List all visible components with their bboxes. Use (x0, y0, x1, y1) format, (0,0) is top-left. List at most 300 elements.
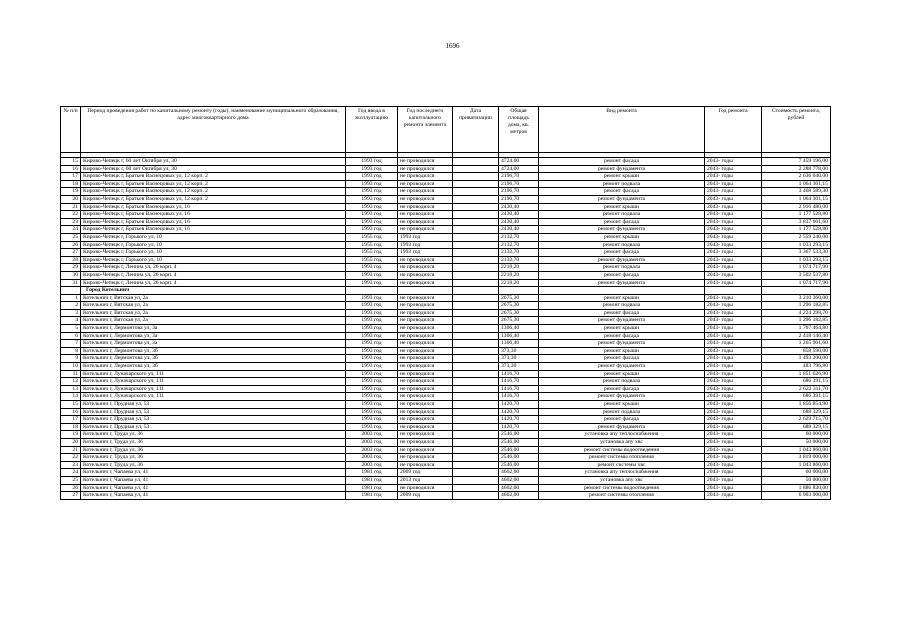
row-number: 11 (61, 370, 81, 378)
row-repair-type: ремонт подвала (539, 241, 705, 249)
row-cost: 1 177 528,80 (762, 211, 831, 219)
row-repair-type: ремонт фундамента (539, 226, 705, 234)
row-last-repair: не проводился (398, 188, 453, 196)
table-row (61, 203, 831, 211)
row-cost: 50 000,00 (762, 438, 831, 446)
row-repair-year: 2043- годы (705, 423, 762, 431)
row-number: 22 (61, 454, 81, 462)
row-area: 1420,70 (499, 401, 539, 409)
row-repair-year: 2043- годы (705, 385, 762, 393)
table-row (61, 173, 831, 181)
row-number: 18 (61, 423, 81, 431)
table-row (61, 340, 831, 348)
row-repair-type: установка апу хвс (539, 438, 705, 446)
row-privatization (453, 355, 499, 363)
row-last-repair: не проводился (398, 325, 453, 333)
row-address: Котельнич г, Лермонтова ул, 3б (81, 355, 346, 363)
row-repair-type: ремонт крыши (539, 294, 705, 302)
row-area: 2196,70 (499, 173, 539, 181)
row-address: Кирово-Чепецк г, Братьев Васнецовых ул, 12 корп. 2 (81, 195, 346, 203)
row-year-built: 1993 год (346, 158, 398, 166)
row-address: Котельнич г, Чапаева ул, 41 (81, 469, 346, 477)
row-area: 2675,30 (499, 294, 539, 302)
row-cost: 1 296 182,85 (762, 302, 831, 310)
row-address: Кирово-Чепецк г, Горького ул, 10 (81, 241, 346, 249)
row-address: Котельнич г, Прудная ул, 53 (81, 401, 346, 409)
row-address: Кирово-Чепецк г, Ленина ул, 26 корп. 4 (81, 271, 346, 279)
row-last-repair: не проводился (398, 211, 453, 219)
row-privatization (453, 256, 499, 264)
row-privatization (453, 370, 499, 378)
row-repair-type: ремонт системы отопления (539, 492, 705, 500)
row-privatization (453, 431, 499, 439)
row-number: 26 (61, 241, 81, 249)
row-area: 2675,30 (499, 309, 539, 317)
row-repair-type: ремонт фундамента (539, 165, 705, 173)
row-year-built: 1993 год (346, 279, 398, 287)
header-cost: Стоимость ремонта, рублей (762, 107, 831, 153)
row-cost: 1 296 182,85 (762, 317, 831, 325)
row-area: 4602,00 (499, 492, 539, 500)
row-privatization (453, 476, 499, 484)
row-repair-type: ремонт фундамента (539, 423, 705, 431)
header-year-built: Год ввода в эксплуатацию (346, 107, 398, 153)
table-row (61, 378, 831, 386)
table-row (61, 302, 831, 310)
row-year-built: 1993 год (346, 408, 398, 416)
row-repair-year: 2043- годы (705, 226, 762, 234)
row-last-repair: не проводился (398, 317, 453, 325)
row-privatization (453, 180, 499, 188)
row-privatization (453, 340, 499, 348)
row-number: 19 (61, 431, 81, 439)
row-number: 21 (61, 446, 81, 454)
row-address: Кирово-Чепецк г, Братьев Васнецовых ул, 16 (81, 218, 346, 226)
row-area: 2218,20 (499, 271, 539, 279)
table-row (61, 355, 831, 363)
row-year-built: 1993 год (346, 218, 398, 226)
row-repair-year: 2043- годы (705, 492, 762, 500)
row-cost: 3 367 533,30 (762, 249, 831, 257)
row-cost: 688 329,15 (762, 408, 831, 416)
row-number: 22 (61, 211, 81, 219)
row-cost: 2 418 146,40 (762, 332, 831, 340)
table-row (61, 195, 831, 203)
table-row (61, 279, 831, 287)
row-repair-type: ремонт фасада (539, 188, 705, 196)
row-number: 27 (61, 249, 81, 257)
row-privatization (453, 423, 499, 431)
row-year-built: 1993 год (346, 226, 398, 234)
row-repair-year: 2043- годы (705, 393, 762, 401)
row-year-built: 1993 год (346, 393, 398, 401)
row-number: 31 (61, 279, 81, 287)
row-cost: 50 000,00 (762, 476, 831, 484)
row-last-repair: не проводился (398, 309, 453, 317)
row-address: Котельнич г, Прудная ул, 53 (81, 423, 346, 431)
row-repair-year: 2043- годы (705, 408, 762, 416)
table-row (61, 294, 831, 302)
row-cost: 686 391,15 (762, 393, 831, 401)
row-last-repair: 1993 год (398, 241, 453, 249)
row-number: 29 (61, 264, 81, 272)
row-address: Котельнич г, Лермонтова ул, 3а (81, 332, 346, 340)
row-year-built: 1993 год (346, 309, 398, 317)
row-privatization (453, 446, 499, 454)
row-year-built: 2003 год (346, 461, 398, 469)
row-year-built: 1993 год (346, 401, 398, 409)
row-cost: 858 590,00 (762, 347, 831, 355)
row-privatization (453, 492, 499, 500)
row-area: 1306,40 (499, 325, 539, 333)
table-row (61, 416, 831, 424)
row-repair-year: 2043- годы (705, 173, 762, 181)
row-area: 4724,00 (499, 165, 539, 173)
row-last-repair: 1993 год (398, 233, 453, 241)
row-repair-year: 2043- годы (705, 454, 762, 462)
row-last-repair: не проводился (398, 218, 453, 226)
table-row (61, 446, 831, 454)
row-last-repair: не проводился (398, 393, 453, 401)
row-cost: 1 033 293,15 (762, 241, 831, 249)
row-privatization (453, 158, 499, 166)
row-privatization (453, 461, 499, 469)
row-last-repair: не проводился (398, 363, 453, 371)
row-address: Котельнич г, Чапаева ул, 41 (81, 484, 346, 492)
table-row (61, 264, 831, 272)
row-address: Кирово-Чепецк г, Братьев Васнецовых ул, 12 корп. 2 (81, 188, 346, 196)
row-privatization (453, 454, 499, 462)
row-area: 2430,40 (499, 218, 539, 226)
row-repair-year: 2043- годы (705, 461, 762, 469)
row-cost: 1 707 464,80 (762, 325, 831, 333)
row-area: 1416,70 (499, 370, 539, 378)
row-area: 2132,70 (499, 249, 539, 257)
row-repair-year: 2043- годы (705, 309, 762, 317)
row-repair-year: 2043- годы (705, 218, 762, 226)
row-address: Котельнич г, Лермонтова ул, 3а (81, 340, 346, 348)
row-repair-type: ремонт фундамента (539, 363, 705, 371)
section-title: Город Котельнич (81, 287, 346, 295)
row-repair-type: ремонт подвала (539, 408, 705, 416)
table-row (61, 484, 831, 492)
row-repair-year: 2043- годы (705, 294, 762, 302)
row-year-built: 1993 год (346, 302, 398, 310)
row-last-repair: не проводился (398, 385, 453, 393)
row-number: 25 (61, 476, 81, 484)
row-repair-type: ремонт подвала (539, 211, 705, 219)
row-number: 24 (61, 469, 81, 477)
row-address: Котельнич г, Вятская ул, 2а (81, 294, 346, 302)
row-year-built: 1993 год (346, 173, 398, 181)
row-number: 15 (61, 158, 81, 166)
row-area: 2675,30 (499, 302, 539, 310)
section-empty-cell (705, 287, 762, 295)
row-last-repair: не проводился (398, 271, 453, 279)
header-repair-year: Год ремонта (705, 107, 762, 153)
row-repair-year: 2043- годы (705, 256, 762, 264)
row-repair-type: ремонт подвала (539, 302, 705, 310)
row-cost: 60 000,00 (762, 431, 831, 439)
row-area: 1416,70 (499, 393, 539, 401)
row-area: 4602,00 (499, 476, 539, 484)
row-repair-year: 2043- годы (705, 401, 762, 409)
row-repair-year: 2043- годы (705, 438, 762, 446)
row-cost: 3 819 000,00 (762, 454, 831, 462)
row-area: 2430,40 (499, 226, 539, 234)
table-row (61, 476, 831, 484)
row-year-built: 1955 год (346, 249, 398, 257)
row-area: 2196,70 (499, 180, 539, 188)
row-number: 16 (61, 408, 81, 416)
row-repair-type: установка апу хвс (539, 476, 705, 484)
row-year-built: 1993 год (346, 332, 398, 340)
row-repair-type: ремонт крыши (539, 370, 705, 378)
row-repair-year: 2043- годы (705, 332, 762, 340)
row-privatization (453, 378, 499, 386)
row-cost: 2 559 240,00 (762, 233, 831, 241)
row-repair-type: ремонт фасада (539, 355, 705, 363)
row-address: Котельнич г, Вятская ул, 2а (81, 317, 346, 325)
row-cost: 1 074 717,90 (762, 264, 831, 272)
row-repair-year: 2043- годы (705, 249, 762, 257)
row-area: 2132,70 (499, 233, 539, 241)
row-year-built: 1993 год (346, 385, 398, 393)
row-number: 5 (61, 325, 81, 333)
row-address: Котельнич г, Лермонтова ул, 3б (81, 363, 346, 371)
row-last-repair: не проводился (398, 431, 453, 439)
row-year-built: 2003 год (346, 446, 398, 454)
row-repair-type: ремонт фундамента (539, 393, 705, 401)
row-last-repair: не проводился (398, 173, 453, 181)
row-privatization (453, 264, 499, 272)
row-last-repair: не проводился (398, 416, 453, 424)
row-cost: 2 288 778,00 (762, 165, 831, 173)
row-cost: 3 837 601,60 (762, 218, 831, 226)
row-cost: 3 468 589,30 (762, 188, 831, 196)
section-row (61, 287, 831, 295)
row-number: 12 (61, 378, 81, 386)
section-empty-cell (762, 287, 831, 295)
row-last-repair: не проводился (398, 484, 453, 492)
table-row (61, 370, 831, 378)
row-repair-year: 2043- годы (705, 203, 762, 211)
row-address: Кирово-Чепецк г, Горького ул, 10 (81, 249, 346, 257)
row-last-repair: не проводился (398, 347, 453, 355)
row-year-built: 1993 год (346, 203, 398, 211)
capital-repair-table (60, 106, 831, 500)
row-number: 27 (61, 492, 81, 500)
row-repair-year: 2043- годы (705, 165, 762, 173)
row-number: 15 (61, 401, 81, 409)
row-repair-type: ремонт фасада (539, 416, 705, 424)
row-last-repair: не проводился (398, 203, 453, 211)
row-last-repair: не проводился (398, 195, 453, 203)
row-repair-year: 2043- годы (705, 211, 762, 219)
table-row (61, 408, 831, 416)
row-last-repair: не проводился (398, 180, 453, 188)
table-row (61, 385, 831, 393)
row-year-built: 1955 год (346, 241, 398, 249)
row-area: 2546,00 (499, 461, 539, 469)
row-number: 1 (61, 294, 81, 302)
row-privatization (453, 188, 499, 196)
table-row (61, 226, 831, 234)
row-last-repair: не проводился (398, 454, 453, 462)
row-privatization (453, 363, 499, 371)
row-repair-year: 2043- годы (705, 264, 762, 272)
row-address: Котельнич г, Прудная ул, 53 (81, 416, 346, 424)
row-last-repair: 2013 год (398, 476, 453, 484)
row-privatization (453, 302, 499, 310)
table-row (61, 188, 831, 196)
row-privatization (453, 294, 499, 302)
row-number: 23 (61, 461, 81, 469)
row-last-repair: не проводился (398, 370, 453, 378)
row-area: 2196,70 (499, 195, 539, 203)
row-privatization (453, 195, 499, 203)
row-last-repair: не проводился (398, 446, 453, 454)
row-area: 373,30 (499, 355, 539, 363)
row-privatization (453, 416, 499, 424)
row-address: Котельнич г, Лермонтова ул, 3б (81, 347, 346, 355)
row-repair-year: 2043- годы (705, 347, 762, 355)
row-year-built: 1993 год (346, 195, 398, 203)
row-address: Кирово-Чепецк г, Ленина ул, 26 корп. 4 (81, 279, 346, 287)
row-area: 1420,70 (499, 408, 539, 416)
row-cost: 2 916 480,00 (762, 203, 831, 211)
row-area: 2430,40 (499, 203, 539, 211)
row-repair-year: 2043- годы (705, 446, 762, 454)
row-repair-type: установка апу теплоснабжения (539, 431, 705, 439)
row-repair-year: 2043- годы (705, 484, 762, 492)
row-privatization (453, 438, 499, 446)
row-repair-type: ремонт системы хвс (539, 461, 705, 469)
table-row (61, 325, 831, 333)
row-cost: 1 043 860,00 (762, 461, 831, 469)
row-cost: 688 329,15 (762, 423, 831, 431)
row-address: Котельнич г, Вятская ул, 2а (81, 309, 346, 317)
row-number: 26 (61, 484, 81, 492)
row-last-repair: не проводился (398, 438, 453, 446)
row-privatization (453, 385, 499, 393)
row-number: 17 (61, 173, 81, 181)
header-num: № п/п (61, 107, 81, 153)
row-repair-type: ремонт системы отопления (539, 454, 705, 462)
row-area: 1416,70 (499, 385, 539, 393)
row-area: 2218,20 (499, 279, 539, 287)
row-address: Котельнич г, Луначарского ул, 111 (81, 393, 346, 401)
row-cost: 6 903 000,00 (762, 492, 831, 500)
row-cost: 1 177 528,80 (762, 226, 831, 234)
row-repair-type: ремонт подвала (539, 180, 705, 188)
row-year-built: 1993 год (346, 294, 398, 302)
row-year-built: 1993 год (346, 416, 398, 424)
row-number: 3 (61, 309, 81, 317)
header-address: Период проведения работ по капитальному ремонту (годы), наименование муниципального образования, адрес многоквартирного дома (81, 107, 346, 153)
table-row (61, 347, 831, 355)
table-row (61, 431, 831, 439)
row-cost: 1 033 293,15 (762, 256, 831, 264)
row-year-built: 1993 год (346, 165, 398, 173)
row-privatization (453, 173, 499, 181)
row-privatization (453, 165, 499, 173)
table-row (61, 492, 831, 500)
table-row (61, 461, 831, 469)
row-number: 2 (61, 302, 81, 310)
row-repair-year: 2043- годы (705, 370, 762, 378)
table-row (61, 241, 831, 249)
row-privatization (453, 408, 499, 416)
row-area: 2430,40 (499, 211, 539, 219)
row-repair-type: ремонт фасада (539, 271, 705, 279)
row-number: 20 (61, 438, 81, 446)
row-number: 18 (61, 180, 81, 188)
row-repair-year: 2043- годы (705, 317, 762, 325)
row-last-repair: не проводился (398, 264, 453, 272)
row-year-built: 2003 год (346, 438, 398, 446)
row-repair-type: ремонт крыши (539, 203, 705, 211)
row-address: Котельнич г, Труда ул, 36 (81, 461, 346, 469)
row-year-built: 1993 год (346, 211, 398, 219)
row-privatization (453, 325, 499, 333)
row-year-built: 1993 год (346, 423, 398, 431)
row-repair-year: 2043- годы (705, 279, 762, 287)
row-area: 1306,40 (499, 340, 539, 348)
row-last-repair: не проводился (398, 165, 453, 173)
row-year-built: 1993 год (346, 325, 398, 333)
table-row (61, 454, 831, 462)
section-num-cell (61, 287, 81, 295)
row-area: 4602,00 (499, 484, 539, 492)
row-address: Кирово-Чепецк г, Горького ул, 10 (81, 256, 346, 264)
row-last-repair: не проводился (398, 378, 453, 386)
row-year-built: 1955 год (346, 256, 398, 264)
row-cost: 2 629 715,70 (762, 416, 831, 424)
row-privatization (453, 271, 499, 279)
row-year-built: 1981 год (346, 469, 398, 477)
table-row (61, 211, 831, 219)
row-area: 2218,20 (499, 264, 539, 272)
row-area: 2132,70 (499, 256, 539, 264)
row-cost: 1 064 301,15 (762, 180, 831, 188)
row-number: 25 (61, 233, 81, 241)
row-repair-type: ремонт крыши (539, 325, 705, 333)
row-repair-type: ремонт фасада (539, 158, 705, 166)
row-address: Котельнич г, Лермонтова ул, 3а (81, 325, 346, 333)
row-privatization (453, 332, 499, 340)
section-empty-cell (499, 287, 539, 295)
row-number: 9 (61, 355, 81, 363)
row-repair-year: 2043- годы (705, 340, 762, 348)
row-address: Котельнич г, Прудная ул, 53 (81, 408, 346, 416)
row-privatization (453, 241, 499, 249)
row-cost: 1 493 200,00 (762, 355, 831, 363)
row-area: 4724,00 (499, 158, 539, 166)
row-year-built: 1993 год (346, 378, 398, 386)
row-last-repair: не проводился (398, 256, 453, 264)
row-repair-type: ремонт крыши (539, 347, 705, 355)
row-year-built: 1993 год (346, 340, 398, 348)
row-year-built: 1993 год (346, 363, 398, 371)
row-last-repair: не проводился (398, 461, 453, 469)
row-number: 24 (61, 226, 81, 234)
row-year-built: 2003 год (346, 431, 398, 439)
table-row (61, 271, 831, 279)
header-repair-type: Вид ремонта (539, 107, 705, 153)
row-cost: 2 636 040,00 (762, 173, 831, 181)
row-privatization (453, 401, 499, 409)
